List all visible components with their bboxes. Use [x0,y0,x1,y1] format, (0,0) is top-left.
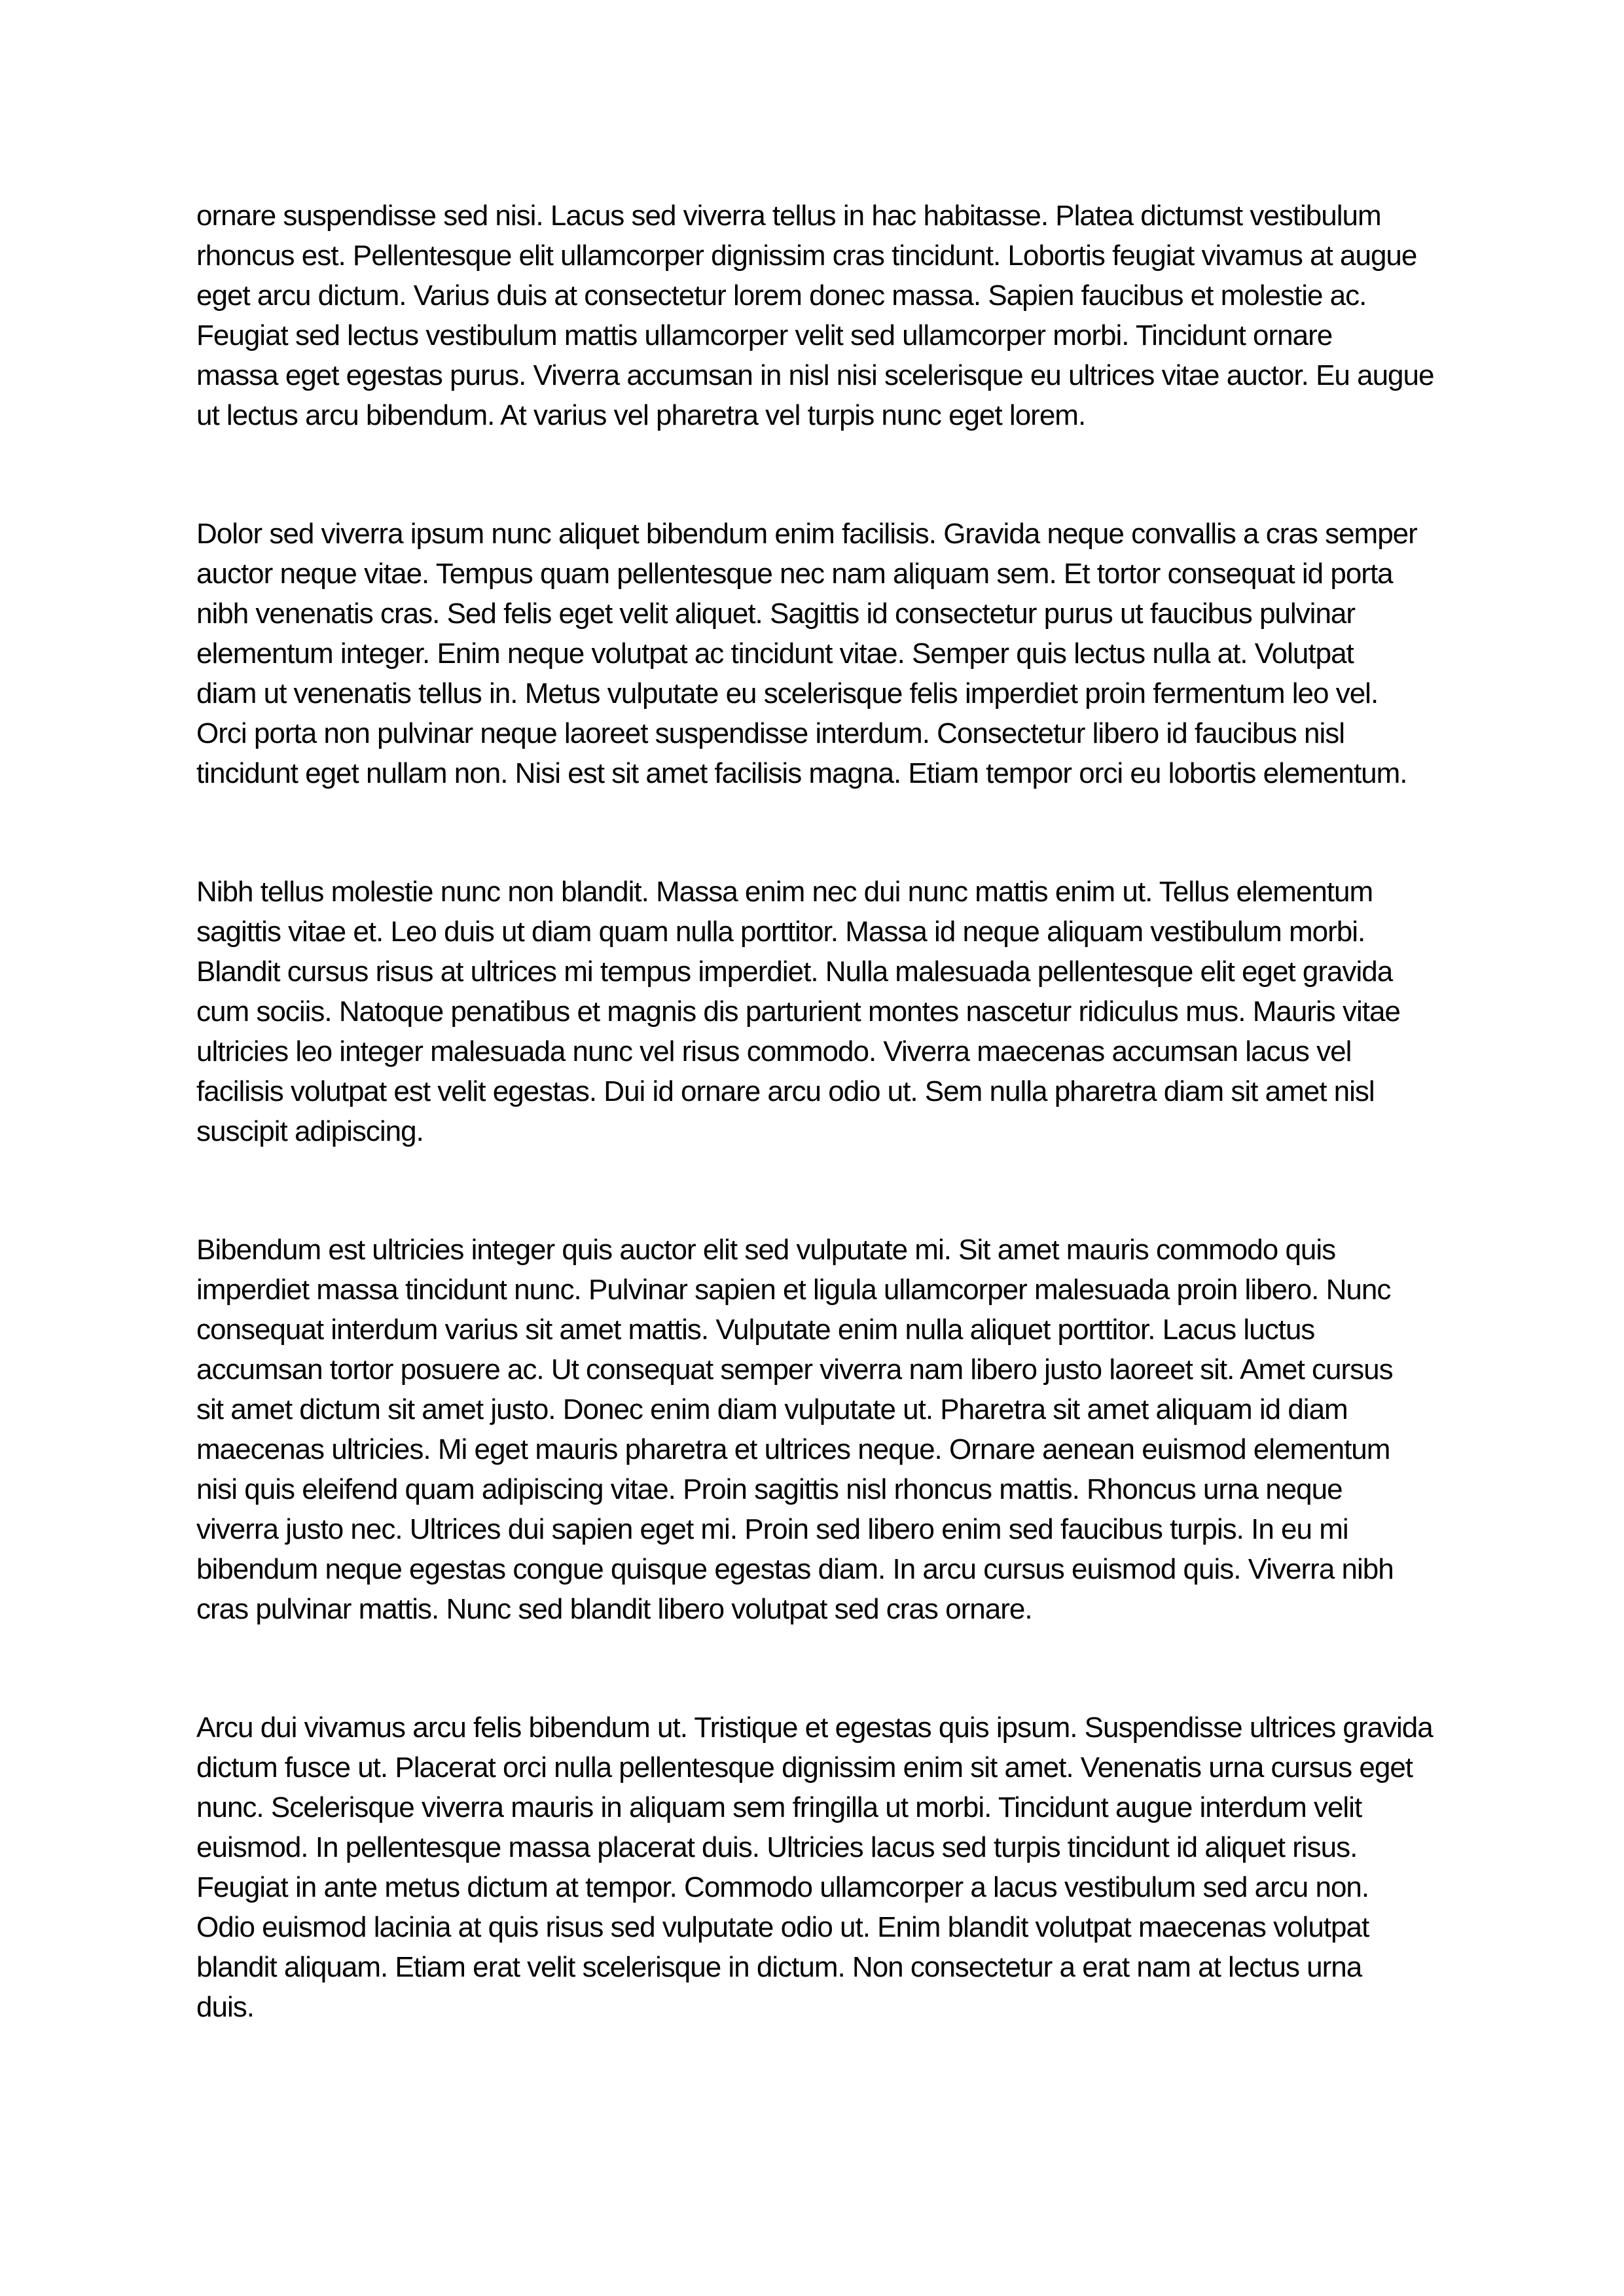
paragraph [196,1230,1441,1629]
document-body-text [196,196,1441,2027]
text-line: ornare suspendisse sed nisi. Lacus sed viverra tellus in hac habitasse. Platea dictumst vestibulum [196,200,1381,232]
text-line: auctor neque vitae. Tempus quam pellentesque nec nam aliquam sem. Et tortor consequat id porta [196,558,1393,590]
text-line: elementum integer. Enim neque volutpat ac tincidunt vitae. Semper quis lectus nulla at. Volutpat [196,637,1354,670]
text-line: maecenas ultricies. Mi eget mauris pharetra et ultrices neque. Ornare aenean euismod elementum [196,1433,1390,1465]
paragraph [196,196,1441,435]
text-line: Orci porta non pulvinar neque laoreet suspendisse interdum. Consectetur libero id faucibus nisl [196,717,1345,749]
text-line: eget arcu dictum. Varius duis at consectetur lorem donec massa. Sapien faucibus et molestie ac. [196,279,1367,312]
text-line: facilisis volutpat est velit egestas. Dui id ornare arcu odio ut. Sem nulla pharetra diam sit amet nisl [196,1075,1375,1107]
paragraph [196,514,1441,793]
text-line: Blandit cursus risus at ultrices mi tempus imperdiet. Nulla malesuada pellentesque elit eget gravida [196,956,1393,988]
text-line: imperdiet massa tincidunt nunc. Pulvinar sapien et ligula ullamcorper malesuada proin libero. Nunc [196,1274,1391,1306]
text-line: Dolor sed viverra ipsum nunc aliquet bibendum enim facilisis. Gravida neque convallis a cras semper [196,518,1417,550]
text-line: bibendum neque egestas congue quisque egestas diam. In arcu cursus euismod quis. Viverra nibh [196,1553,1394,1585]
text-line: accumsan tortor posuere ac. Ut consequat semper viverra nam libero justo laoreet sit. Amet cursus [196,1354,1393,1386]
text-line: suscipit adipiscing. [196,1115,424,1147]
text-line: blandit aliquam. Etiam erat velit scelerisque in dictum. Non consectetur a erat nam at lectus urna [196,1951,1362,1983]
text-line: ut lectus arcu bibendum. At varius vel pharetra vel turpis nunc eget lorem. [196,399,1086,431]
text-line: rhoncus est. Pellentesque elit ullamcorper dignissim cras tincidunt. Lobortis feugiat vivamus at augue [196,240,1417,272]
text-line: Feugiat sed lectus vestibulum mattis ullamcorper velit sed ullamcorper morbi. Tincidunt ornare [196,319,1333,351]
paragraph [196,1708,1441,2027]
text-line: ultricies leo integer malesuada nunc vel risus commodo. Viverra maecenas accumsan lacus vel [196,1035,1352,1067]
paragraph [196,872,1441,1151]
text-line: duis. [196,1991,254,2023]
text-line: nisi quis eleifend quam adipiscing vitae. Proin sagittis nisl rhoncus mattis. Rhoncus urna neque [196,1473,1343,1505]
text-line: Feugiat in ante metus dictum at tempor. Commodo ullamcorper a lacus vestibulum sed arcu non. [196,1871,1369,1903]
text-line: Arcu dui vivamus arcu felis bibendum ut. Tristique et egestas quis ipsum. Suspendisse ultrices gravida [196,1712,1433,1744]
text-line: sit amet dictum sit amet justo. Donec enim diam vulputate ut. Pharetra sit amet aliquam id diam [196,1393,1348,1426]
text-line: massa eget egestas purus. Viverra accumsan in nisl nisi scelerisque eu ultrices vitae auctor. Eu augue [196,359,1434,391]
text-line: consequat interdum varius sit amet mattis. Vulputate enim nulla aliquet porttitor. Lacus luctus [196,1314,1315,1346]
text-line: Odio euismod lacinia at quis risus sed vulputate odio ut. Enim blandit volutpat maecenas volutpat [196,1911,1369,1943]
text-line: nibh venenatis cras. Sed felis eget velit aliquet. Sagittis id consectetur purus ut faucibus pulvinar [196,598,1356,630]
text-line: cras pulvinar mattis. Nunc sed blandit libero volutpat sed cras ornare. [196,1593,1032,1625]
text-line: viverra justo nec. Ultrices dui sapien eget mi. Proin sed libero enim sed faucibus turpis. In eu mi [196,1513,1348,1545]
text-line: diam ut venenatis tellus in. Metus vulputate eu scelerisque felis imperdiet proin fermentum leo vel. [196,677,1379,709]
text-line: euismod. In pellentesque massa placerat duis. Ultricies lacus sed turpis tincidunt id aliquet risus. [196,1831,1358,1863]
text-line: cum sociis. Natoque penatibus et magnis dis parturient montes nascetur ridiculus mus. Mauris vitae [196,996,1400,1028]
text-line: tincidunt eget nullam non. Nisi est sit amet facilisis magna. Etiam tempor orci eu lobortis elementum. [196,757,1407,789]
text-line: nunc. Scelerisque viverra mauris in aliquam sem fringilla ut morbi. Tincidunt augue interdum velit [196,1791,1362,1823]
text-line: Bibendum est ultricies integer quis auctor elit sed vulputate mi. Sit amet mauris commodo quis [196,1234,1336,1266]
text-line: sagittis vitae et. Leo duis ut diam quam nulla porttitor. Massa id neque aliquam vestibulum morbi. [196,916,1365,948]
text-line: Nibh tellus molestie nunc non blandit. Massa enim nec dui nunc mattis enim ut. Tellus elementum [196,876,1373,908]
text-line: dictum fusce ut. Placerat orci nulla pellentesque dignissim enim sit amet. Venenatis urna cursus eget [196,1751,1413,1784]
